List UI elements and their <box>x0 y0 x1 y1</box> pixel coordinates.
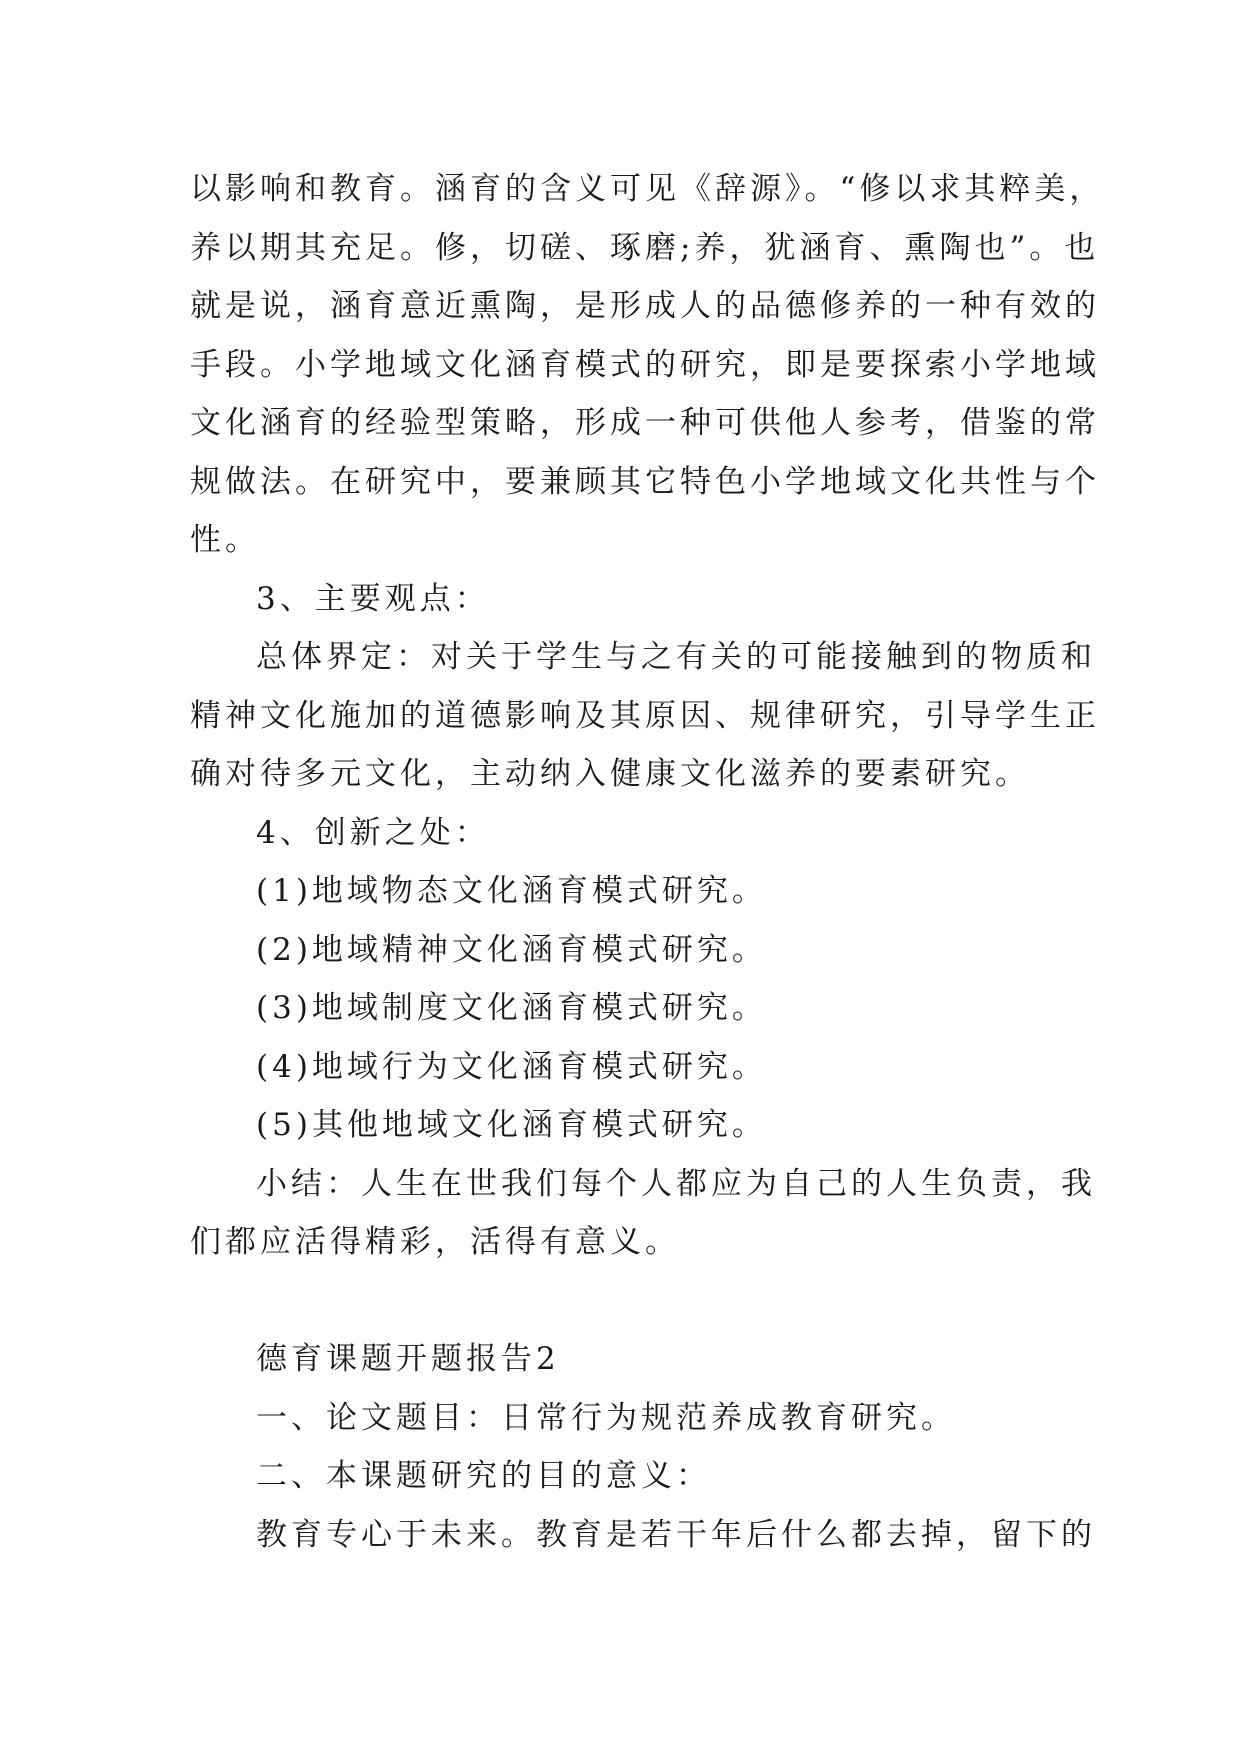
blank-line <box>190 1272 1055 1331</box>
paragraph-line: (3)地域制度文化涵育模式研究。 <box>256 990 767 1026</box>
paragraph-line: 手段。小学地域文化涵育模式的研究，即是要探索小学地域 <box>190 346 1100 383</box>
paragraph-line: 确对待多元文化，主动纳入健康文化滋养的要素研究。 <box>190 756 1030 792</box>
paragraph-line: 以影响和教育。涵育的含义可见《辞源》。“修以求其粹美， <box>190 171 1105 207</box>
paragraph-line: 养以期其充足。修，切磋、琢磨;养，犹涵育、熏陶也”。也 <box>190 229 1100 266</box>
paragraph-line: (1)地域物态文化涵育模式研究。 <box>256 873 767 909</box>
paragraph-line: 总体界定：对关于学生与之有关的可能接触到的物质和 <box>256 639 1096 675</box>
paragraph-line: 3、主要观点： <box>256 580 490 617</box>
paragraph-line: (4)地域行为文化涵育模式研究。 <box>256 1048 767 1085</box>
paragraph-line: 教育专心于未来。教育是若干年后什么都去掉，留下的 <box>256 1516 1096 1553</box>
paragraph-line: 小结：人生在世我们每个人都应为自己的人生负责，我 <box>256 1165 1096 1202</box>
paragraph-line: 就是说，涵育意近熏陶，是形成人的品德修养的一种有效的 <box>190 288 1100 324</box>
paragraph-line: 二、本课题研究的目的意义： <box>256 1458 711 1494</box>
paragraph-line: 一、论文题目：日常行为规范养成教育研究。 <box>256 1399 956 1436</box>
document-body <box>190 160 1105 1564</box>
paragraph-line: 文化涵育的经验型策略，形成一种可供他人参考，借鉴的常 <box>190 405 1100 441</box>
paragraph-line: 们都应活得精彩，活得有意义。 <box>190 1224 680 1260</box>
paragraph-line: 4、创新之处： <box>256 814 490 851</box>
paragraph-line: 规做法。在研究中，要兼顾其它特色小学地域文化共性与个 <box>190 463 1100 500</box>
paragraph-line: (5)其他地域文化涵育模式研究。 <box>256 1107 767 1143</box>
paragraph-line: 德育课题开题报告2 <box>256 1341 560 1377</box>
paragraph-line: (2)地域精神文化涵育模式研究。 <box>256 931 767 968</box>
paragraph-line: 精神文化施加的道德影响及其原因、规律研究，引导学生正 <box>190 697 1100 734</box>
paragraph-line: 性。 <box>190 522 260 558</box>
